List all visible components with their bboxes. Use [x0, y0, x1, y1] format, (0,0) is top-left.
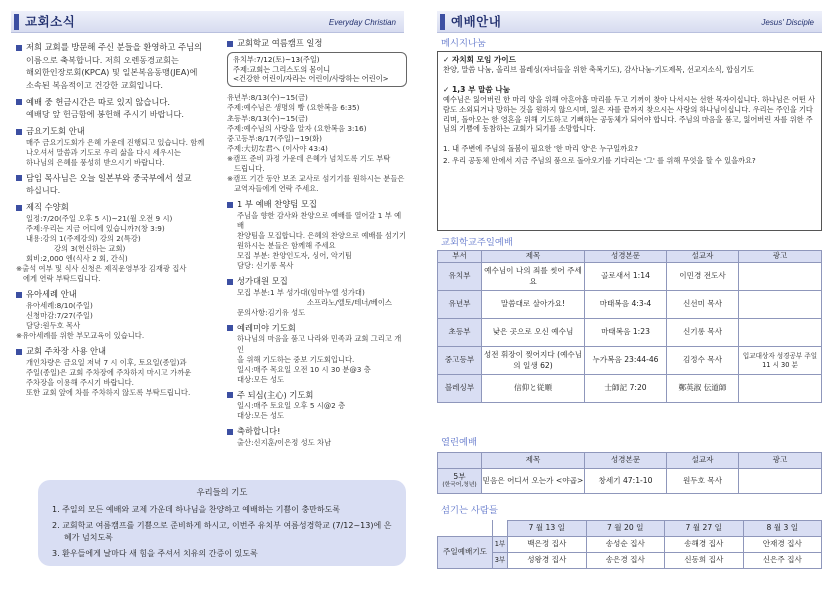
- parking-line: 주차장을 이용해 주시기 바랍니다.: [26, 377, 134, 387]
- date-header: 7 월 20 일: [586, 521, 665, 537]
- prayer-item: 3. 환우들에게 날마다 새 힘을 주셔서 치유의 간증이 있도록: [52, 548, 258, 558]
- dept-cell: [438, 469, 482, 494]
- notice-cell: [739, 469, 822, 494]
- choir-line: 소프라노/엘토/테너/베이스: [307, 297, 392, 307]
- praise-team-section: [227, 199, 407, 271]
- praise-team-line: 찬양팀을 모집합니다. 은혜의 찬양으로 예배를 섬기기: [237, 230, 406, 240]
- column-header: 설교자: [667, 251, 739, 263]
- scripture-cell: 누가복음 23:44-46: [585, 347, 667, 375]
- preacher-cell: 신기롱 목사: [667, 319, 739, 347]
- name-cell: 성왕경 집사: [508, 553, 587, 569]
- offering-section: [16, 97, 216, 121]
- table-header-row: [438, 453, 822, 469]
- camp-line: 교역자들에게 연락 주세요.: [234, 183, 319, 193]
- congrats-section: [227, 426, 407, 448]
- dept-sublabel: (한국어,청년): [442, 482, 477, 489]
- praise-team-line: 담당: 신기롱 목사: [237, 260, 294, 270]
- prayer-title: 우리들의 기도: [196, 487, 248, 497]
- camp-line: 중고등부:8/17(주일)~19(화): [227, 133, 322, 143]
- message-question: 2. 우리 공동체 안에서 지금 주님의 품으로 돌아오기를 기다리는 '그' 를 위해 무엇을 할 수 있을까요?: [443, 155, 756, 165]
- name-cell: 송은경 집사: [586, 553, 665, 569]
- news-column-2: [227, 38, 407, 453]
- prayer-item: 1. 주일의 모든 예배와 교제 가운데 하나님을 찬양하고 예배하는 기쁨이 충만하도록: [52, 505, 341, 515]
- preacher-cell: 원두호 목사: [667, 469, 739, 494]
- left-header-subtitle: Everyday Christian: [328, 18, 396, 27]
- column-header: 성경본문: [585, 251, 667, 263]
- table-row: [438, 469, 822, 494]
- toe-prayer-section: [227, 390, 407, 422]
- parking-section: [16, 346, 216, 398]
- name-cell: 백은정 집사: [508, 537, 587, 553]
- dept-cell: 초등부: [438, 319, 482, 347]
- message-heading: ✓ 자치회 모임 가이드: [443, 55, 516, 64]
- praise-team-line: 원하시는 분들은 함께해 주세요: [237, 240, 336, 250]
- message-question: 1. 내 주변에 주님의 돌봄이 필요한 '한 마리 양'은 누구일까요?: [443, 144, 638, 154]
- dept-label: 5부: [453, 471, 466, 481]
- dept-cell: 중고등부: [438, 347, 482, 375]
- title-cell: 믿음은 어디서 오는가 <야곱>: [482, 469, 585, 494]
- preacher-cell: 신선미 목사: [667, 291, 739, 319]
- title-cell: 낮은 곳으로 오신 예수님: [482, 319, 585, 347]
- bullet-square-icon: [227, 392, 233, 398]
- column-header: 제목: [482, 251, 585, 263]
- column-header: 설교자: [667, 453, 739, 469]
- parking-title: 교회 주차장 사용 안내: [26, 346, 107, 357]
- parking-line: 주일(종일)은 교회 주차장에 주차하지 마시고 가까운: [26, 367, 192, 377]
- header-accent-bar: [440, 14, 445, 30]
- baptism-line: 유아세례:8/10(주일): [26, 300, 93, 310]
- bullet-square-icon: [227, 429, 233, 435]
- friday-prayer-line: 하나님의 은혜를 풍성히 받으시기 바랍니다.: [26, 157, 165, 167]
- retreat-section: [16, 202, 216, 284]
- congrats-title: 축하합니다!: [237, 426, 281, 437]
- preacher-cell: 鄭英淑 伝道師: [667, 375, 739, 403]
- column-header: 광고: [739, 453, 822, 469]
- jeremiah-prayer-line: 하나님의 마음을 품고 나라와 민족과 교회 그리고 개인: [237, 334, 402, 354]
- name-cell: 송성순 집사: [586, 537, 665, 553]
- message-label: 메시지나눔: [441, 38, 486, 49]
- offering-line: 예배당 앞 헌금함에 봉헌해 주시기 바랍니다.: [26, 109, 184, 120]
- friday-prayer-title: 금요기도회 안내: [26, 126, 85, 137]
- congrats-line: 출산:신지훈/이은정 성도 차남: [237, 438, 332, 448]
- welcome-line: 소속된 복음적이고 건강한 교회입니다.: [26, 80, 163, 91]
- welcome-section: [16, 42, 216, 92]
- toe-prayer-title: 주 되심(主心) 기도회: [237, 389, 314, 400]
- column-header: [438, 453, 482, 469]
- baptism-title: 유아세례 안내: [26, 289, 77, 300]
- retreat-title: 제직 수양회: [26, 202, 69, 213]
- school-worship-table: [437, 250, 822, 403]
- offering-line: 예배 중 헌금시간은 따로 있지 않습니다.: [26, 96, 171, 107]
- title-cell: 信仰と従順: [482, 375, 585, 403]
- news-column-1: [16, 42, 216, 403]
- jeremiah-prayer-section: [227, 323, 407, 385]
- table-row: [438, 319, 822, 347]
- friday-prayer-section: [16, 126, 216, 168]
- pastor-line: 담임 목사님은 오늘 일본부와 중국부에서 설교: [26, 172, 192, 183]
- welcome-line: 이름으로 축복합니다. 저희 오렌동경교회는: [26, 54, 179, 65]
- toe-prayer-line: 일시:매주 토요일 오후 5 시@2 층: [237, 401, 346, 411]
- message-heading: ✓ 1,3 부 말씀 나눔: [443, 84, 511, 94]
- parking-line: 개인차량은 금요일 저녁 7 시 이후, 토요일(종일)과: [26, 357, 187, 367]
- retreat-line: 일정:7/20(주일 오후 5 시)~21(월 오전 9 시): [26, 213, 173, 223]
- column-header: 제목: [482, 453, 585, 469]
- title-cell: 성전 휘장이 찢어지다 (예수님의 일생 62): [482, 347, 585, 375]
- bullet-square-icon: [16, 129, 22, 135]
- message-paragraph: 예수님은 잃어버린 한 마리 양을 위해 아흔아홉 마리를 두고 기꺼이 찾아 나서시는 선한 목자이십니다. 하나님은 어떤 사람도 소외되거나 망하는 것을 원하지 않으시며, 잃은 자를 끝까지 찾으시는 사랑의 하나님이십니다. 우리는 주인을 기다리며, 돌아오는 한 영혼을 위해 기도하고 기뻐하는 공동체가 되어야 합니다. 주님의 마음을 품고, 잃어버린 자를 위한 주님의 기쁨에 동참하는 교회가 되기를 소망합니다.: [443, 95, 816, 134]
- table-row: [438, 263, 822, 291]
- choir-title: 성가대원 모집: [237, 276, 288, 287]
- camp-highlight-box: [227, 52, 407, 88]
- notice-cell: [739, 375, 822, 403]
- table-row: [438, 553, 822, 569]
- notice-cell: 입교대상자 성경공부 주일 11 시 30 분: [739, 347, 822, 375]
- jeremiah-prayer-line: 을 위해 기도하는 중보 기도회입니다.: [237, 354, 355, 364]
- dept-cell: 블레싱부: [438, 375, 482, 403]
- bullet-square-icon: [16, 292, 22, 298]
- bullet-square-icon: [16, 205, 22, 211]
- dept-cell: 유치부: [438, 263, 482, 291]
- preacher-cell: 이민경 전도사: [667, 263, 739, 291]
- title-cell: 예수님이 나의 죄를 씻어 주세요: [482, 263, 585, 291]
- scripture-cell: 창세기 47:1-10: [585, 469, 667, 494]
- prayer-item: 2. 교회학교 여름캠프를 기쁨으로 준비하게 하시고, 이번주 유치부 여름성경학교 (7/12~13)에 은혜가 넘치도록: [52, 521, 392, 542]
- name-cell: 안재경 집사: [743, 537, 822, 553]
- table-row: [438, 537, 822, 553]
- baptism-section: [16, 289, 216, 341]
- bullet-square-icon: [227, 41, 233, 47]
- right-header-subtitle: Jesus' Disciple: [761, 18, 814, 27]
- baptism-line: 신청마감:7/27(주일): [26, 310, 93, 320]
- table-header-row: [438, 521, 822, 537]
- bullet-square-icon: [16, 349, 22, 355]
- message-box: [437, 51, 822, 231]
- retreat-note: ※출석 여부 및 식사 신청은 제직운영부장 김재광 집사: [16, 264, 187, 274]
- jeremiah-prayer-line: 대상:모든 성도: [237, 374, 285, 384]
- praise-team-line: 주님을 향한 감사와 찬양으로 예배를 열어갈 1 부 예배: [237, 210, 402, 230]
- scripture-cell: 마태복음 1:23: [585, 319, 667, 347]
- column-header: 부서: [438, 251, 482, 263]
- servers-label: 섬기는 사람들: [441, 505, 498, 516]
- scripture-cell: 골로새서 1:14: [585, 263, 667, 291]
- scripture-cell: 士師記 7:20: [585, 375, 667, 403]
- name-cell: 신은주 집사: [743, 553, 822, 569]
- dept-cell: 유년부: [438, 291, 482, 319]
- right-header: [437, 11, 822, 33]
- table-row: [438, 375, 822, 403]
- choir-section: [227, 276, 407, 318]
- camp-line: 유년부:8/13(수)~15(금): [227, 93, 308, 103]
- name-cell: 신동희 집사: [665, 553, 744, 569]
- choir-line: 문의사항:김기유 성도: [237, 307, 306, 317]
- pastor-section: [16, 173, 216, 197]
- date-header: 8 월 3 일: [743, 521, 822, 537]
- header-accent-bar: [14, 14, 19, 30]
- welcome-line: 해외한인장로회(KPCA) 및 일본복음동맹(JEA)에: [26, 67, 198, 78]
- school-worship-label: 교회학교주일예배: [441, 237, 513, 248]
- left-header-title: 교회소식: [25, 14, 76, 29]
- camp-line: 주제:大切な君へ (이사야 43:4): [227, 143, 328, 153]
- column-header: 성경본문: [585, 453, 667, 469]
- toe-prayer-line: 대상:모든 성도: [237, 411, 285, 421]
- retreat-line: 주제:우리는 지금 어디에 있습니까?(창 3:9): [26, 223, 165, 233]
- parking-line: 또한 교회 앞에 차를 주차하지 않도록 부탁드립니다.: [26, 387, 191, 397]
- table-row: [438, 291, 822, 319]
- praise-team-line: 모집 부분: 찬양인도자, 싱어, 악기팀: [237, 250, 353, 260]
- notice-cell: [739, 319, 822, 347]
- baptism-note: ※유아세례를 위한 부모교육이 있습니다.: [16, 330, 145, 340]
- date-header: 7 월 27 일: [665, 521, 744, 537]
- notice-cell: [739, 291, 822, 319]
- bullet-square-icon: [227, 325, 233, 331]
- scripture-cell: 마태복음 4:3-4: [585, 291, 667, 319]
- retreat-line: 강의 3(헌신하는 교회): [54, 243, 126, 253]
- open-worship-label: 열린예배: [441, 437, 477, 448]
- choir-line: 모집 부분:1 부 성가대(임마누엘 성가대): [237, 287, 365, 297]
- bullet-square-icon: [227, 202, 233, 208]
- camp-line: 주제:예수님은 생명의 빵 (요한복음 6:35): [227, 103, 360, 113]
- camp-box-line: 주제:교회는 그리스도의 몸이니: [233, 64, 331, 74]
- table-row: [438, 347, 822, 375]
- camp-title: 교회학교 여름캠프 일정: [237, 38, 323, 48]
- camp-box-line: <건강한 어린이/자라는 어린이/사랑하는 어린이>: [233, 74, 389, 84]
- retreat-note: 에게 연락 부탁드립니다.: [23, 274, 101, 284]
- bullet-square-icon: [16, 175, 22, 181]
- table-header-row: [438, 251, 822, 263]
- group-cell: 주일예배기도: [438, 537, 493, 569]
- camp-section: [227, 38, 407, 194]
- part-cell: 1부: [493, 537, 508, 553]
- friday-prayer-line: 나오셔서 말씀과 기도로 우리 삶을 다시 세우시는: [26, 147, 181, 157]
- servers-table: [437, 520, 822, 569]
- welcome-line: 저희 교회를 방문해 주신 분들을 환영하고 주님의: [26, 42, 203, 52]
- bullet-square-icon: [16, 45, 22, 51]
- baptism-line: 담당:원두호 목사: [26, 320, 81, 330]
- jeremiah-prayer-line: 일시:매주 목요일 오전 10 시 30 분@3 층: [237, 364, 371, 374]
- title-cell: 말씀대로 살아가요!: [482, 291, 585, 319]
- prayer-box: [38, 480, 406, 566]
- jeremiah-prayer-title: 예레미야 기도회: [237, 322, 296, 333]
- message-paragraph: 찬양, 말씀 나눔, 올리브 블레싱(자녀들을 위한 축복기도), 감사나눔-기도제목, 선교지소식, 합심기도: [443, 65, 754, 75]
- right-header-title: 예배안내: [451, 14, 502, 29]
- friday-prayer-line: 매주 금요기도회가 은혜 가운데 진행되고 있습니다. 함께: [26, 137, 205, 147]
- camp-box-line: 유치부:7/12(토)~13(주일): [233, 54, 320, 64]
- part-cell: 3부: [493, 553, 508, 569]
- retreat-line: 내용:강의 1(주제강의) 강의 2(특강): [26, 233, 141, 243]
- camp-line: ※캠프 기간 동안 보조 교사로 섬기기를 원하시는 분들은: [227, 173, 405, 183]
- camp-line: ※캠프 준비 과정 가운데 은혜가 넘치도록 기도 부탁: [227, 153, 391, 163]
- praise-team-title: 1 부 예배 찬양팀 모집: [237, 199, 317, 210]
- date-header: 7 월 13 일: [508, 521, 587, 537]
- open-worship-table: [437, 452, 822, 494]
- camp-line: 드립니다.: [234, 163, 265, 173]
- left-header: [11, 11, 404, 33]
- column-header: 광고: [739, 251, 822, 263]
- bullet-square-icon: [227, 279, 233, 285]
- camp-line: 주제:예수님의 사랑을 알자 (요한복음 3:16): [227, 123, 367, 133]
- camp-line: 초등부:8/13(수)~15(금): [227, 113, 308, 123]
- retreat-line: 회비:2,000 엔(식사 2 회, 간식): [26, 254, 128, 263]
- pastor-line: 하십니다.: [26, 185, 61, 196]
- notice-cell: [739, 263, 822, 291]
- bullet-square-icon: [16, 99, 22, 105]
- preacher-cell: 김정수 목사: [667, 347, 739, 375]
- name-cell: 송해경 집사: [665, 537, 744, 553]
